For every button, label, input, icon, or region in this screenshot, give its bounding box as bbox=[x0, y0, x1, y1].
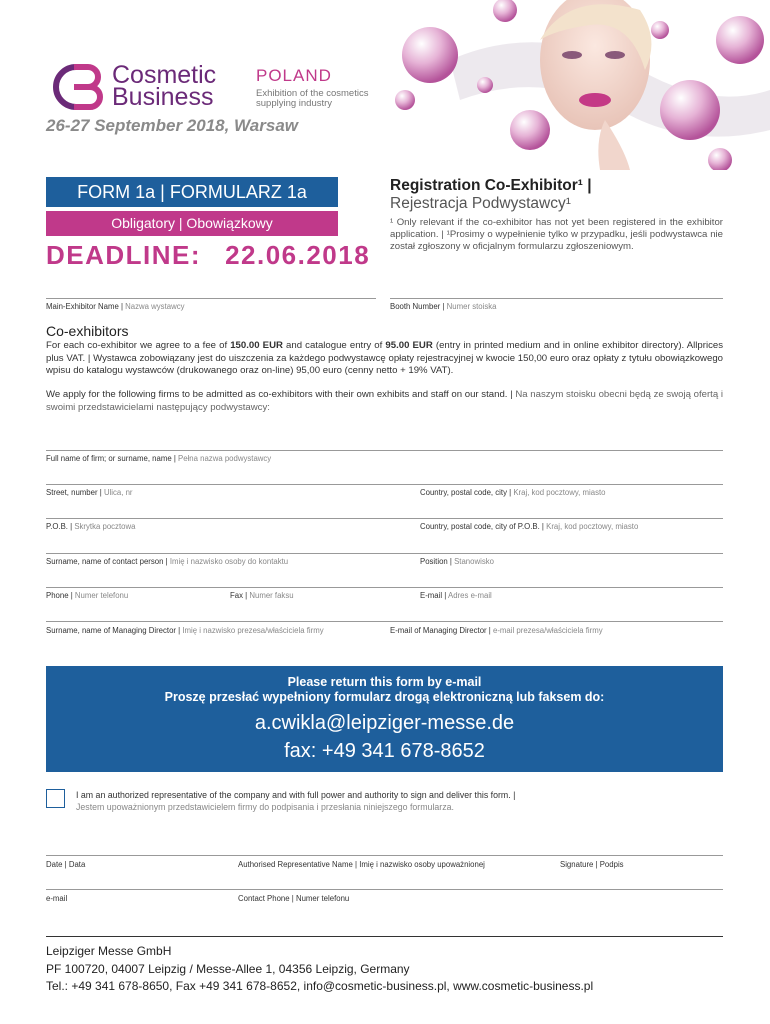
event-date: 26-27 September 2018, Warsaw bbox=[46, 116, 298, 135]
brand-tagline-1: Exhibition of the cosmetics bbox=[256, 88, 369, 99]
return-instructions-box bbox=[46, 666, 723, 772]
registration-title-pl: Rejestracja Podwystawcy¹ bbox=[390, 195, 571, 212]
booth-number-field[interactable] bbox=[390, 298, 723, 299]
coexhibitors-heading: Co-exhibitors bbox=[46, 323, 129, 339]
date-label: Date | Data bbox=[46, 860, 86, 869]
return-fax-number: fax: +49 341 678-8652 bbox=[284, 740, 485, 762]
managing-director-email-label: E-mail of Managing Director | e-mail prezesa/właściciela firmy bbox=[390, 626, 603, 635]
representative-name-label: Authorised Representative Name | Imię i nazwisko osoby upoważnionej bbox=[238, 860, 485, 869]
main-exhibitor-label: Main-Exhibitor Name | Nazwa wystawcy bbox=[46, 302, 185, 311]
managing-director-field[interactable] bbox=[46, 621, 723, 622]
footer-contact: Tel.: +49 341 678-8650, Fax +49 341 678-8652, info@cosmetic-business.pl, www.cosmetic-business.pl bbox=[46, 979, 594, 993]
hero-woman-bubbles-image bbox=[390, 0, 770, 170]
deadline-label: DEADLINE: bbox=[46, 240, 202, 270]
contact-phone-label: Contact Phone | Numer telefonu bbox=[238, 894, 350, 903]
return-line-en: Please return this form by e-mail bbox=[287, 675, 482, 689]
main-exhibitor-field[interactable] bbox=[46, 298, 376, 299]
brand-name-line1: Cosmetic bbox=[112, 61, 217, 89]
phone-label: Phone | Numer telefonu bbox=[46, 591, 129, 600]
contact-row-field[interactable] bbox=[46, 889, 723, 890]
contact-person-label: Surname, name of contact person | Imię i nazwisko osoby do kontaktu bbox=[46, 557, 289, 566]
country-pob-label: Country, postal code, city of P.O.B. | Kraj, kod pocztowy, miasto bbox=[420, 522, 639, 531]
registration-footnote: ¹ Only relevant if the co-exhibitor has not yet been registered in the exhibitor application. | ¹Prosimy o wypełnienie tylko w przypadku, jeśli podwystawca nie został zgłoszony w oficjalnym formularzu zgłoszeniowym. bbox=[390, 217, 723, 252]
contact-person-field[interactable] bbox=[46, 553, 723, 554]
coexhibitors-fee-paragraph: For each co-exhibitor we agree to a fee of 150.00 EUR and catalogue entry of 95.00 EUR (entry in printed medium and in online exhibitor directory). Allprices plus VAT. | Wystawca zobowiązany jest do uiszczenia za każdego podwystawcę opłaty rejestracyjnej w kwocie 150,00 euro oraz opłaty z tytułu obowiązkowego wpisu do katalogu wystawców (drukowanego oraz on-line) 95,00 euro (cenny netto + 19% VAT). bbox=[46, 340, 724, 377]
footer-divider bbox=[46, 936, 723, 937]
full-name-field[interactable] bbox=[46, 450, 723, 451]
brand-tagline-2: supplying industry bbox=[256, 98, 333, 109]
return-email-link[interactable]: a.cwikla@leipziger-messe.de bbox=[254, 712, 515, 734]
managing-director-label: Surname, name of Managing Director | Imię i nazwisko prezesa/właściciela firmy bbox=[46, 626, 324, 635]
deadline bbox=[46, 240, 370, 271]
brand-name-line2: Business bbox=[112, 83, 214, 111]
pob-field[interactable] bbox=[46, 518, 723, 519]
position-label: Position | Stanowisko bbox=[420, 557, 494, 566]
form-title-banner: FORM 1a | FORMULARZ 1a bbox=[46, 177, 338, 207]
brand-country: POLAND bbox=[256, 66, 332, 85]
footer-company: Leipziger Messe GmbH bbox=[46, 944, 172, 958]
booth-number-label: Booth Number | Numer stoiska bbox=[390, 302, 497, 311]
pob-label: P.O.B. | Skrytka pocztowa bbox=[46, 522, 136, 531]
brand-logo bbox=[46, 62, 386, 112]
cb-logo-icon bbox=[46, 62, 106, 112]
obligatory-banner: Obligatory | Obowiązkowy bbox=[46, 211, 338, 236]
coexhibitors-apply-paragraph: We apply for the following firms to be admitted as co-exhibitors with their own exhibits and staff on our stand. | Na naszym stoisku obecni będą ze swoją ofertą i swoimi przedstawicielami następujący podwystawcy: bbox=[46, 389, 723, 413]
street-label: Street, number | Ulica, nr bbox=[46, 488, 133, 497]
signature-row-field[interactable] bbox=[46, 855, 723, 856]
deadline-date: 22.06.2018 bbox=[225, 240, 371, 270]
country-label: Country, postal code, city | Kraj, kod pocztowy, miasto bbox=[420, 488, 606, 497]
return-line-pl: Proszę przesłać wypełniony formularz drogą elektroniczną lub faksem do: bbox=[164, 690, 605, 704]
fax-label: Fax | Numer faksu bbox=[230, 591, 294, 600]
email-label: E-mail | Adres e-mail bbox=[420, 591, 492, 600]
full-name-label: Full name of firm; or surname, name | Pełna nazwa podwystawcy bbox=[46, 454, 272, 463]
footer-address: PF 100720, 04007 Leipzig / Messe-Allee 1, 04356 Leipzig, Germany bbox=[46, 962, 410, 976]
authorization-checkbox[interactable] bbox=[46, 789, 65, 808]
signature-email-label: e-mail bbox=[46, 894, 68, 903]
street-field[interactable] bbox=[46, 484, 723, 485]
phone-field[interactable] bbox=[46, 587, 723, 588]
authorization-text: I am an authorized representative of the company and with full power and authority to sign and deliver this form. | Jestem upoważnionym przedstawicielem firmy do podpisania i przesłania niniejszego formularza. bbox=[76, 790, 516, 812]
registration-title-en: Registration Co-Exhibitor¹ | bbox=[390, 177, 592, 194]
signature-label: Signature | Podpis bbox=[560, 860, 624, 869]
